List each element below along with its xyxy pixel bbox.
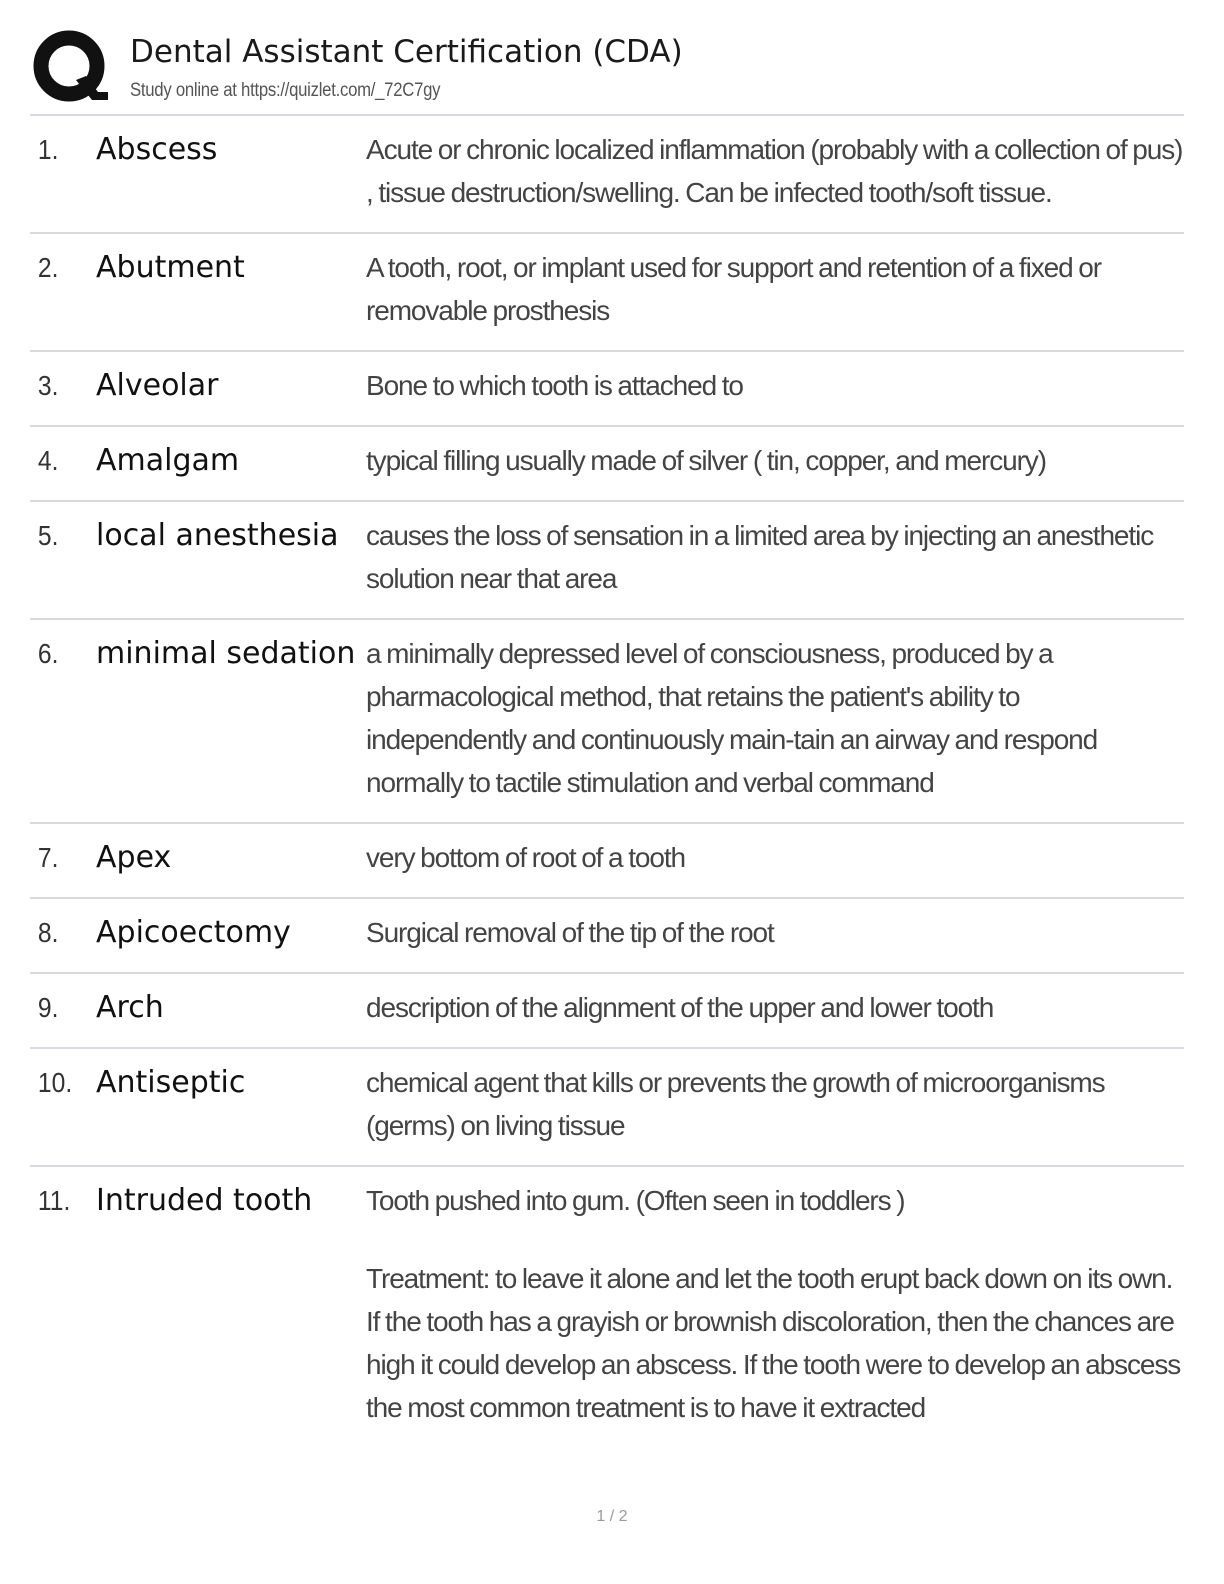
quizlet-q-logo-icon <box>32 30 108 106</box>
card-term: Abscess <box>96 132 218 167</box>
card-term: local anesthesia <box>96 518 339 553</box>
study-online-link[interactable]: Study online at https://quizlet.com/_72C7gy <box>130 80 441 101</box>
card-term: Apex <box>96 840 172 875</box>
card-number: 7. <box>37 842 59 873</box>
card-term: Apicoectomy <box>96 915 291 950</box>
card-row <box>30 899 1184 974</box>
card-term: Arch <box>96 990 164 1025</box>
card-number: 4. <box>37 445 59 476</box>
card-term: minimal sedation <box>96 636 356 671</box>
card-row <box>30 620 1184 824</box>
definition-paragraph: description of the alignment of the upper and lower tooth <box>366 992 994 1023</box>
definition-paragraph: typical filling usually made of silver ( tin, copper, and mercury) <box>366 445 1046 476</box>
card-number: 5. <box>37 520 59 551</box>
card-definition <box>366 986 1184 1029</box>
card-definition <box>366 364 1184 407</box>
card-term: Abutment <box>96 250 245 285</box>
card-definition <box>366 911 1184 954</box>
card-row <box>30 974 1184 1049</box>
definition-paragraph: Tooth pushed into gum. (Often seen in toddlers ) <box>366 1185 905 1216</box>
card-definition <box>366 632 1184 804</box>
card-row <box>30 1167 1184 1447</box>
card-row <box>30 824 1184 899</box>
card-definition <box>366 836 1184 879</box>
definition-paragraph: causes the loss of sensation in a limited area by injecting an anesthetic solution near that area <box>366 520 1154 594</box>
definition-paragraph: Treatment: to leave it alone and let the tooth erupt back down on its own. If the tooth has a grayish or brownish discoloration, then the chances are high it could develop an abscess. If the tooth were to develop an abscess the most common treatment is to have it extracted <box>366 1263 1181 1423</box>
card-term: Alveolar <box>96 368 219 403</box>
document-title: Dental Assistant Certification (CDA) <box>130 34 683 70</box>
card-term: Antiseptic <box>96 1065 246 1100</box>
card-number: 2. <box>37 252 59 283</box>
card-row <box>30 116 1184 234</box>
card-row <box>30 1049 1184 1167</box>
definition-paragraph: Surgical removal of the tip of the root <box>366 917 774 948</box>
definition-paragraph: Bone to which tooth is attached to <box>366 370 743 401</box>
card-definition <box>366 1179 1184 1429</box>
card-definition <box>366 128 1184 214</box>
card-number: 11. <box>37 1185 71 1216</box>
card-definition <box>366 1061 1184 1147</box>
card-number: 8. <box>37 917 59 948</box>
definition-paragraph: A tooth, root, or implant used for support and retention of a fixed or removable prosthesis <box>366 252 1101 326</box>
page-number: 1 / 2 <box>596 1508 628 1525</box>
definition-paragraph: a minimally depressed level of consciousness, produced by a pharmacological method, that retains the patient's ability to independently and continuously main-tain an airway and respond normally to tactile stimulation and verbal command <box>366 638 1098 798</box>
card-definition <box>366 246 1184 332</box>
card-number: 6. <box>37 638 59 669</box>
card-number: 9. <box>37 992 59 1023</box>
card-term: Intruded tooth <box>96 1183 313 1218</box>
card-row <box>30 427 1184 502</box>
flashcard-list <box>30 114 1184 1447</box>
card-number: 3. <box>37 370 59 401</box>
card-row <box>30 352 1184 427</box>
card-number: 1. <box>37 134 59 165</box>
definition-paragraph: very bottom of root of a tooth <box>366 842 685 873</box>
card-row <box>30 502 1184 620</box>
document-header <box>30 28 1184 114</box>
definition-paragraph: chemical agent that kills or prevents the growth of microorganisms (germs) on living tissue <box>366 1067 1105 1141</box>
card-row <box>30 234 1184 352</box>
card-definition <box>366 439 1184 482</box>
card-definition <box>366 514 1184 600</box>
definition-paragraph: Acute or chronic localized inflammation (probably with a collection of pus) , tissue destruction/swelling. Can be infected tooth/soft tissue. <box>366 134 1183 208</box>
card-term: Amalgam <box>96 443 240 478</box>
card-number: 10. <box>37 1067 73 1098</box>
